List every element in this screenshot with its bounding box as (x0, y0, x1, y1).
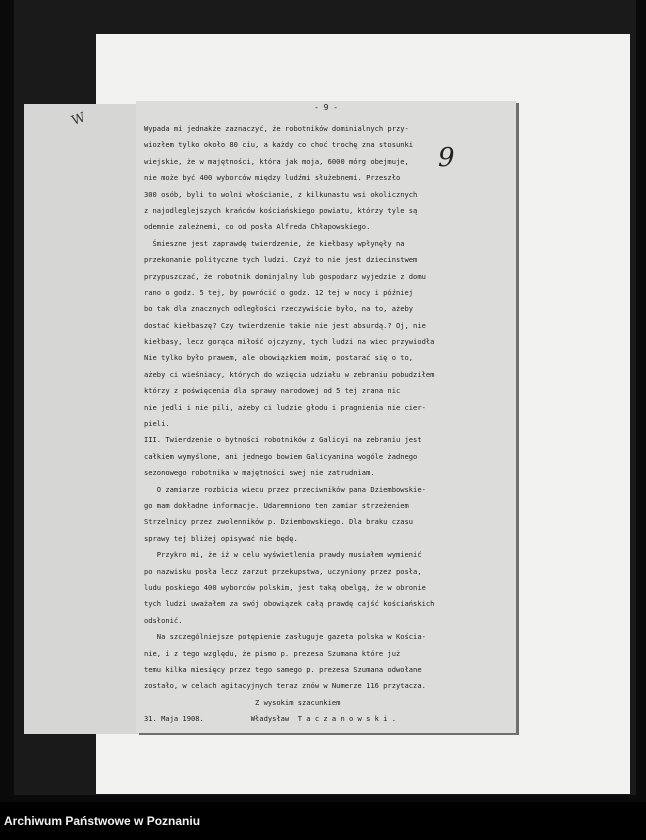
text-line: odemnie zależnemi, co od posła Alfreda Chłapowskiego. (144, 222, 371, 232)
text-line: 31. Maja 1908. Władysław T a c z a n o w s k i . (144, 714, 396, 724)
text-line: Przykro mi, że iż w celu wyświetlenia prawdy musiałem wymienić (144, 550, 422, 560)
text-line: tych ludzi uważałem za swój obowiązek całą prawdę cajść kościańskich (144, 599, 435, 609)
text-line: sprawy tej bliżej opisywać nie będę. (144, 533, 298, 543)
text-line: wiejskie, że w majętności, która jak moja, 6000 mórg obejmuje, (144, 156, 409, 166)
text-line: zostało, w celach agitacyjnych teraz znów w Numerze 116 przytacza. (144, 681, 426, 691)
text-line: rano o godz. 5 tej, by powrócić o godz. 12 tej w nocy i później (144, 287, 414, 297)
text-line: ludu poskiego 400 wyborców polskim, jest taką obelgą, że w obronie (144, 582, 426, 592)
footer-bar (0, 802, 646, 840)
text-line: go mam dokładne informacje. Udaremniono ten zamiar strzeżeniem (144, 500, 409, 510)
text-line: Na szczególniejsze potępienie zasługuje gazeta polska w Kościa- (144, 632, 426, 642)
archive-number: 9 (438, 143, 455, 173)
text-line: III. Twierdzenie o bytności robotników z Galicyi na zebraniu jest (144, 435, 422, 445)
text-line: Wypada mi jednakże zaznaczyć, że robotników dominialnych przy- (144, 124, 409, 133)
text-line: całkiem wymyślone, ani jednego bowiem Galicyanina wogóle żadnego (144, 451, 418, 461)
text-line: nie, i z tego względu, że pismo p. prezesa Szumana które już (144, 648, 401, 658)
text-line: nie może być 400 wyborców między ludźmi służebnemi. Przeszło (144, 173, 401, 183)
text-line: pieli. (144, 419, 170, 429)
text-line: z najodleglejszych krańców kościańskiego powiatu, którzy tyle są (144, 205, 418, 215)
text-line: Strzelnicy przez zwolenników p. Dziembowskiego. Dla braku czasu (144, 517, 414, 527)
text-line: sezonowego robotnika w majętności swej nie zatrudniam. (144, 468, 375, 478)
letter-body (144, 121, 510, 727)
text-line: 300 osób, byli to wolni włościanie, z kilkunastu wsi okolicznych (144, 189, 418, 199)
text-line: bo tak dla znacznych odległości rzeczywiście było, na to, ażeby (144, 304, 414, 314)
document-page (136, 101, 516, 733)
text-line: wiozłem tylko około 80 ciu, a każdy co choć trochę zna stosunki (144, 140, 414, 150)
text-line: temu kilka miesięcy przez tego samego p. prezesa Szumana odwołane (144, 664, 422, 674)
pencil-mark: W (69, 110, 88, 129)
text-line: Z wysokim szacunkiem (144, 697, 341, 707)
text-line: dostać kiełbaszę? Czy twierdzenie takie nie jest absurdą.? Oj, nie (144, 320, 426, 330)
text-line: przekonanie polityczne tych ludzi. Czyż to nie jest dziecinstwem (144, 255, 418, 265)
text-line: odsłonić. (144, 615, 183, 625)
archive-label: Archiwum Państwowe w Poznaniu (4, 814, 201, 828)
text-line: Nie tylko było prawem, ale obowiązkiem moim, postarać się o to, (144, 353, 414, 363)
text-line: Śmieszne jest zaprawdę twierdzenie, że kiełbasy wpłynęły na (144, 238, 405, 248)
text-line: nie jedli i nie pili, ażeby ci ludzie głodu i pragnienia nie cier- (144, 402, 426, 412)
page-number: - 9 - (313, 103, 339, 112)
text-line: ażeby ci wieśniacy, których do wzięcia udziału w zebraniu pobudziłem (144, 369, 435, 379)
text-line: po nazwisku posła lecz zarzut przekupstwa, uczyniony przez posła, (144, 566, 422, 576)
text-line: kiełbasy, lecz gorąca miłość ojczyzny, tych ludzi na wiec przywiodła (144, 337, 435, 347)
text-line: O zamiarze rozbicia wiecu przez przeciwników pana Dziembowskie- (144, 484, 426, 494)
text-line: przypuszczać, że robotnik dominjalny lub gospodarz wyjedzie z domu (144, 271, 426, 281)
left-sheet (24, 104, 141, 734)
text-line: którzy z poświęcenia dla sprawy narodowej od 5 tej zrana nic (144, 386, 401, 396)
